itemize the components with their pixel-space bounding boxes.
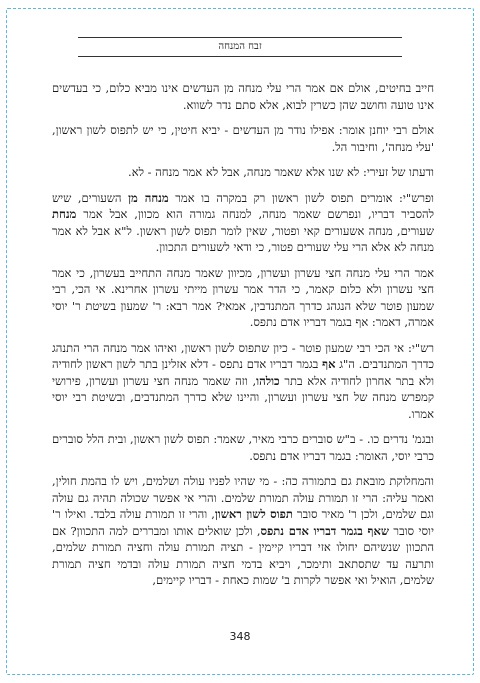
paragraph — [52, 431, 434, 464]
header-rule-bottom — [78, 56, 402, 57]
text-run: השעורים, שיש להסביר דבריו, ונפרשם שאמר מנחה, למנחה גמורה הוא מכוון, אבל אמר — [52, 190, 434, 221]
page-number: 348 — [229, 630, 251, 643]
text-run: , ולכן שואלים אותו ומבררים למה התכוון? אם התכוון שנשיהם יחולו אזי דבריו קיימין - תציה תמורת עולה וחציה תמורת שלמים, ותרעה עד שתסתאב ותימכר, ויביא בדמי חציה תמורת עולה ובדמי חציה תמורת שלמים, הואיל ואי אפשר לקרות ב' שמות כאחת - דבריו קיימים, — [52, 523, 434, 587]
bold-phrase: תפוס לשון ראשון — [214, 507, 293, 521]
text-run: אולם רבי יוחנן אומר: אפילו נודר מן העדשים - יביא חיטין, כי יש לתפוס לשון ראשון, 'עלי מנחה', וחיבור הל. — [52, 123, 434, 154]
text-run: ודעתו של זעירי: לא שנו אלא שאמר מנחה, אבל לא אמר מנחה - לא. — [128, 165, 434, 179]
running-header — [78, 37, 402, 57]
header-rule-top — [78, 37, 402, 38]
text-run: והמחלוקת מובאת גם בתמורה כה: - מי שהיו לפניו עולה ושלמים, ויש לו בהמת חולין, ואמר עליה: הרי זו תמורת עולה תמורת שלמים. והרי אי אפשר שכולה תהיה גם עולה וגם שלמים, ולכן ר' מאיר סובר — [52, 474, 434, 521]
text-run: שעורים, מנחה אשעורים קאי ופטור, שאין לומר תפוס לשון ראשון. ל"א אבל לא אמר מנחה לא אלא הרי עלי שעורים פטור, כי ודאי לשעורים התכוון. — [52, 223, 434, 254]
paragraph — [52, 190, 434, 256]
paragraph — [52, 265, 434, 331]
bold-phrase: מנחת — [52, 207, 77, 221]
bold-phrase: מנחה מן — [128, 190, 169, 205]
paragraph — [52, 80, 434, 113]
bold-phrase: אף — [322, 357, 336, 371]
text-run: בגמר דבריו אדם נתפס - דלא אזלינן בתר לשון ראשון לחודיה ולא בתר אחרון לחודיה אלא בתר — [52, 357, 435, 388]
text-run: ובגמ' נדרים כו. - ב"ש סוברים כרבי מאיר, שאמר: תפוס לשון ראשון, ובית הלל סוברים כרבי יוסי, האומר: בגמר דבריו אדם נתפס. — [52, 432, 434, 463]
bold-phrase: שאף בגמר דבריו אדם נתפס — [260, 523, 390, 538]
text-run: ופרש"י: אומרים תפוס לשון ראשון רק במקרה בו אמר — [168, 190, 434, 205]
text-run: אמר הרי עלי מנחה חצי עשרון ועשרון, מכיוון שאמר מנחה התחייב בעשרון, כי אמר חצי עשרון ולא כלום קאמר, כי הדר אמר עשרון מייתי עשרון אחרינא. אי הכי, רבי שמעון פוטר שלא הנגהג כדרך המתנדבין, אמאי? אמר רבא: ר' שמעון בשיטת ר' יוסי אמרה, דאמר: אף בגמר דבריו אדם נתפס. — [52, 265, 434, 329]
paragraph — [52, 122, 434, 155]
bold-phrase: כולהו — [256, 373, 280, 388]
body-text — [52, 80, 434, 598]
text-run: רש"י: אי הכי רבי שמעון פוטר - כיון שתפוס לשון ראשון, ואיהו אמר מנחה הרי התנהג כדרך המתנדבים. ה"ג — [52, 340, 434, 371]
paragraph — [52, 164, 434, 181]
text-run: , וזה שאמר מנחה חצי עשרון ועשרון, פירושי קמפרש מנחה של חצי עשרון ועשרון, והיינו שלא כדרך המתנדבים, ובשיטת רבי יוסי אמרו. — [52, 373, 434, 421]
text-run: , והרי זו תמורת עולה בלבד. ואילו ר' יוסי סובר — [52, 507, 434, 538]
running-header-title: זבח המנחה — [218, 41, 262, 52]
text-run: חייב בחיטים, אולם אם אמר הרי עלי מנחה מן העדשים אינו מביא כלום, כי בעדשים אינו טועה וחושב שהן כשרין לבוא, אלא סתם נדר לשווא. — [52, 81, 434, 112]
paragraph — [52, 340, 434, 423]
paragraph — [52, 473, 434, 589]
